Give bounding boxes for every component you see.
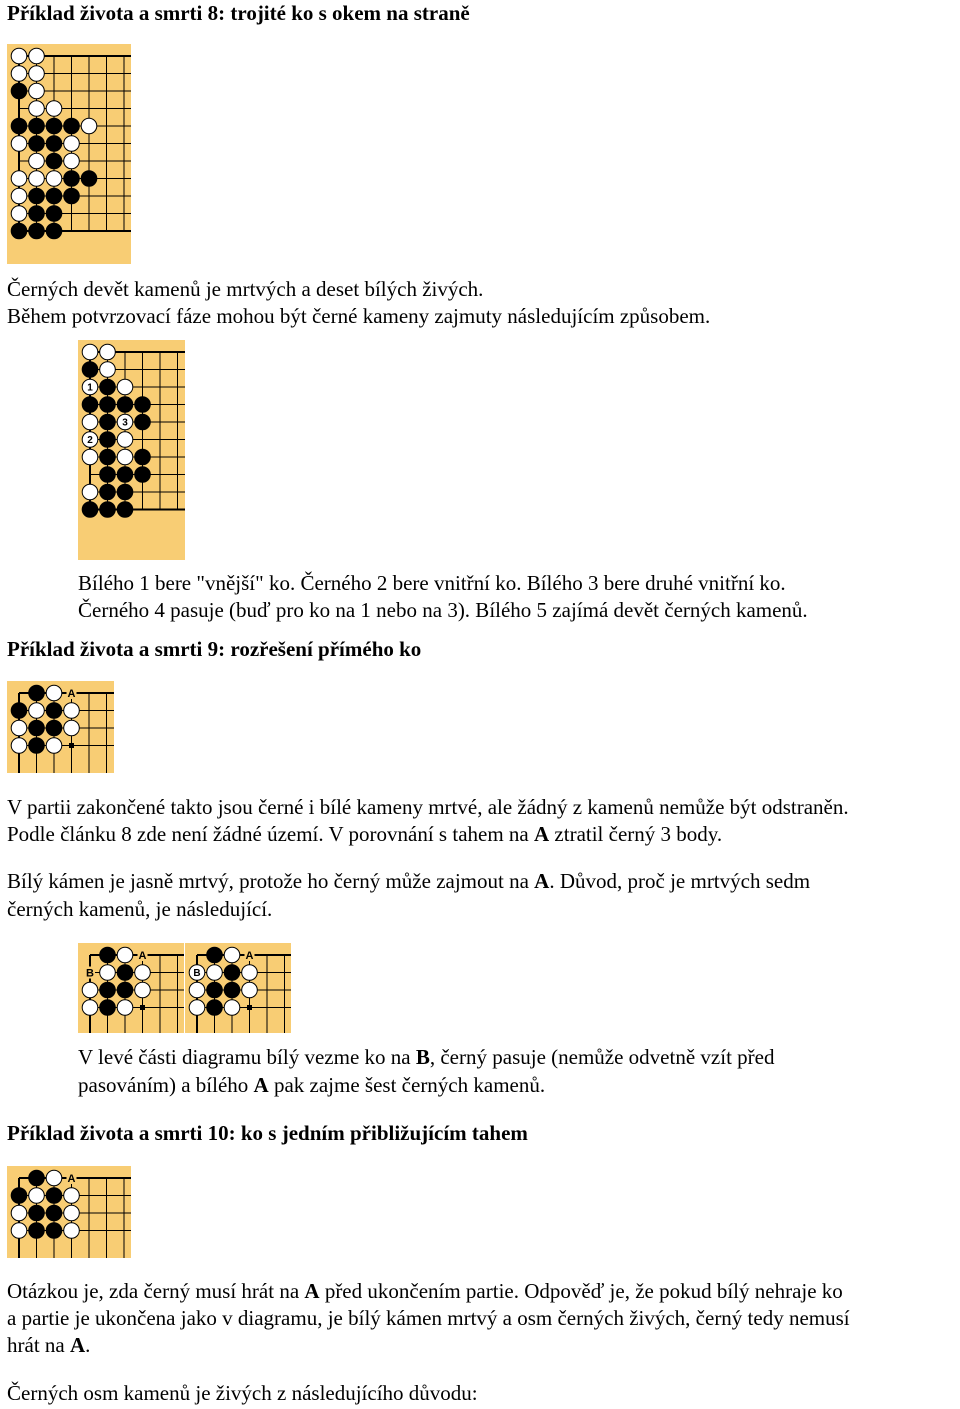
white-stone xyxy=(29,171,45,187)
black-stone xyxy=(100,1000,116,1016)
diagram-ex9-right-svg xyxy=(185,943,291,1033)
black-stone xyxy=(46,136,62,152)
diagram-ex10-position-svg xyxy=(7,1166,131,1258)
heading-example-10: Příklad života a smrti 10: ko s jedním přibližujícím tahem xyxy=(7,1121,528,1145)
white-stone xyxy=(189,982,205,998)
white-stone xyxy=(64,153,80,169)
black-stone xyxy=(29,188,45,204)
stone-label: 1 xyxy=(87,382,93,394)
heading-example-8: Příklad života a smrti 8: trojité ko s okem na straně xyxy=(7,1,470,25)
white-stone xyxy=(29,83,45,99)
white-stone xyxy=(242,965,258,981)
stone-label: 3 xyxy=(122,417,128,429)
go-diagram-ex8-sequence xyxy=(78,340,185,560)
black-stone xyxy=(82,397,98,413)
white-stone xyxy=(46,685,62,701)
ex9-paragraph-2-line-1: Bílý kámen je jasně mrtvý, protože ho černý může zajmout na A. Důvod, proč je mrtvých sedm xyxy=(7,869,811,893)
white-stone xyxy=(82,414,98,430)
black-stone xyxy=(207,947,223,963)
black-stone xyxy=(224,965,240,981)
point-marker xyxy=(247,1005,252,1010)
black-stone xyxy=(29,1205,45,1221)
white-stone xyxy=(46,101,62,117)
black-stone xyxy=(11,223,27,239)
black-stone xyxy=(117,484,133,500)
diagram-ex8-position-svg xyxy=(7,44,131,264)
white-stone xyxy=(29,101,45,117)
ex9-paragraph-2-line-2: černých kamenů, je následující. xyxy=(7,897,273,921)
ex8-paragraph-1-line-2: Během potvrzovací fáze mohou být černé kameny zajmuty následujícím způsobem. xyxy=(7,304,711,328)
point-label: A xyxy=(245,950,254,962)
diagram-ex9-left-svg xyxy=(78,943,184,1033)
white-stone xyxy=(81,118,97,134)
white-stone xyxy=(82,1000,98,1016)
ex8-paragraph-2-line-2: Černého 4 pasuje (buď pro ko na 1 nebo na 3). Bílého 5 zajímá devět černých kamenů. xyxy=(78,598,808,622)
stone-label: B xyxy=(193,968,201,979)
black-stone xyxy=(64,188,80,204)
black-stone xyxy=(100,947,116,963)
black-stone xyxy=(46,206,62,222)
white-stone xyxy=(224,1000,240,1016)
white-stone xyxy=(135,965,151,981)
white-stone xyxy=(11,720,27,736)
white-stone xyxy=(11,188,27,204)
white-stone xyxy=(242,982,258,998)
ex10-paragraph-1-line-1: Otázkou je, zda černý musí hrát na A před ukončením partie. Odpověď je, že pokud bílý nehraje ko xyxy=(7,1279,843,1303)
black-stone xyxy=(46,1188,62,1204)
point-label: B xyxy=(86,967,94,980)
black-stone xyxy=(100,432,116,448)
black-stone xyxy=(46,153,62,169)
black-stone xyxy=(135,467,151,483)
white-stone xyxy=(46,1170,62,1186)
black-stone xyxy=(135,414,151,430)
white-stone xyxy=(82,449,98,465)
black-stone xyxy=(29,206,45,222)
point-label: A xyxy=(67,688,76,700)
black-stone xyxy=(207,982,223,998)
white-stone xyxy=(64,1205,80,1221)
black-stone xyxy=(117,965,133,981)
white-stone xyxy=(100,344,116,360)
white-stone xyxy=(224,947,240,963)
white-stone xyxy=(29,48,45,64)
white-stone xyxy=(117,379,133,395)
black-stone xyxy=(207,1000,223,1016)
white-stone xyxy=(64,703,80,719)
black-stone xyxy=(46,1205,62,1221)
white-stone xyxy=(100,362,116,378)
black-stone xyxy=(82,502,98,518)
white-stone xyxy=(117,432,133,448)
white-stone xyxy=(82,484,98,500)
ex9-paragraph-1-line-2: Podle článku 8 zde není žádné území. V porovnání s tahem na A ztratil černý 3 body. xyxy=(7,822,723,846)
go-diagram-ex10-position xyxy=(7,1166,131,1258)
white-stone xyxy=(11,738,27,754)
black-stone xyxy=(100,449,116,465)
black-stone xyxy=(46,703,62,719)
white-stone xyxy=(29,703,45,719)
ex8-paragraph-2-line-1: Bílého 1 bere "vnější" ko. Černého 2 bere vnitřní ko. Bílého 3 bere druhé vnitřní ko. xyxy=(78,571,786,595)
black-stone xyxy=(117,982,133,998)
black-stone xyxy=(64,118,80,134)
black-stone xyxy=(100,379,116,395)
diagram-ex8-sequence-svg xyxy=(78,340,185,560)
white-stone xyxy=(11,66,27,82)
black-stone xyxy=(46,223,62,239)
go-diagram-ex8-position xyxy=(7,44,131,264)
white-stone xyxy=(29,1188,45,1204)
black-stone xyxy=(117,502,133,518)
go-diagram-ex9-right xyxy=(185,943,291,1033)
ex9-paragraph-1-line-1: V partii zakončené takto jsou černé i bílé kameny mrtvé, ale žádný z kamenů nemůže být odstraněn. xyxy=(7,795,849,819)
white-stone xyxy=(29,153,45,169)
point-label: A xyxy=(67,1173,76,1185)
white-stone xyxy=(117,947,133,963)
black-stone xyxy=(135,397,151,413)
black-stone xyxy=(29,1170,45,1186)
ex9-paragraph-3-line-1: V levé části diagramu bílý vezme ko na B, černý pasuje (nemůže odvetně vzít před xyxy=(78,1045,775,1069)
white-stone xyxy=(117,449,133,465)
white-stone xyxy=(189,1000,205,1016)
black-stone xyxy=(100,397,116,413)
black-stone xyxy=(46,118,62,134)
point-marker xyxy=(69,743,74,748)
black-stone xyxy=(11,703,27,719)
black-stone xyxy=(11,118,27,134)
black-stone xyxy=(11,1188,27,1204)
black-stone xyxy=(29,685,45,701)
white-stone xyxy=(11,206,27,222)
white-stone xyxy=(11,1223,27,1239)
white-stone xyxy=(11,1205,27,1221)
point-label: A xyxy=(138,950,147,962)
white-stone xyxy=(11,136,27,152)
black-stone xyxy=(64,171,80,187)
white-stone xyxy=(46,738,62,754)
ex9-paragraph-3-line-2: pasováním) a bílého A pak zajme šest černých kamenů. xyxy=(78,1073,546,1097)
white-stone xyxy=(100,965,116,981)
go-diagram-ex9-left xyxy=(78,943,184,1033)
black-stone xyxy=(29,1223,45,1239)
white-stone xyxy=(11,171,27,187)
diagram-ex9-position-svg xyxy=(7,681,114,773)
black-stone xyxy=(81,171,97,187)
black-stone xyxy=(224,982,240,998)
white-stone xyxy=(207,965,223,981)
stone-label: 2 xyxy=(87,435,93,446)
black-stone xyxy=(100,502,116,518)
white-stone xyxy=(64,1223,80,1239)
black-stone xyxy=(29,738,45,754)
black-stone xyxy=(29,136,45,152)
black-stone xyxy=(135,449,151,465)
white-stone xyxy=(64,1188,80,1204)
white-stone xyxy=(11,48,27,64)
black-stone xyxy=(100,484,116,500)
white-stone xyxy=(64,136,80,152)
ex10-paragraph-1-line-2: a partie je ukončena jako v diagramu, je bílý kámen mrtvý a osm černých živých, černý tedy nemusí xyxy=(7,1306,850,1330)
point-marker xyxy=(140,1005,145,1010)
white-stone xyxy=(82,344,98,360)
white-stone xyxy=(117,1000,133,1016)
ex10-paragraph-2-line-1: Černých osm kamenů je živých z následujícího důvodu: xyxy=(7,1381,478,1405)
black-stone xyxy=(82,362,98,378)
ex10-paragraph-1-line-3: hrát na A. xyxy=(7,1333,91,1357)
black-stone xyxy=(29,223,45,239)
black-stone xyxy=(117,467,133,483)
white-stone xyxy=(82,982,98,998)
go-diagram-ex9-position xyxy=(7,681,114,773)
black-stone xyxy=(29,118,45,134)
white-stone xyxy=(64,720,80,736)
heading-example-9: Příklad života a smrti 9: rozřešení přímého ko xyxy=(7,637,422,661)
white-stone xyxy=(135,982,151,998)
black-stone xyxy=(11,83,27,99)
ex8-paragraph-1-line-1: Černých devět kamenů je mrtvých a deset bílých živých. xyxy=(7,277,484,301)
black-stone xyxy=(46,1223,62,1239)
black-stone xyxy=(117,397,133,413)
white-stone xyxy=(46,171,62,187)
black-stone xyxy=(100,414,116,430)
black-stone xyxy=(100,982,116,998)
white-stone xyxy=(29,66,45,82)
black-stone xyxy=(46,720,62,736)
black-stone xyxy=(46,188,62,204)
black-stone xyxy=(29,720,45,736)
black-stone xyxy=(100,467,116,483)
